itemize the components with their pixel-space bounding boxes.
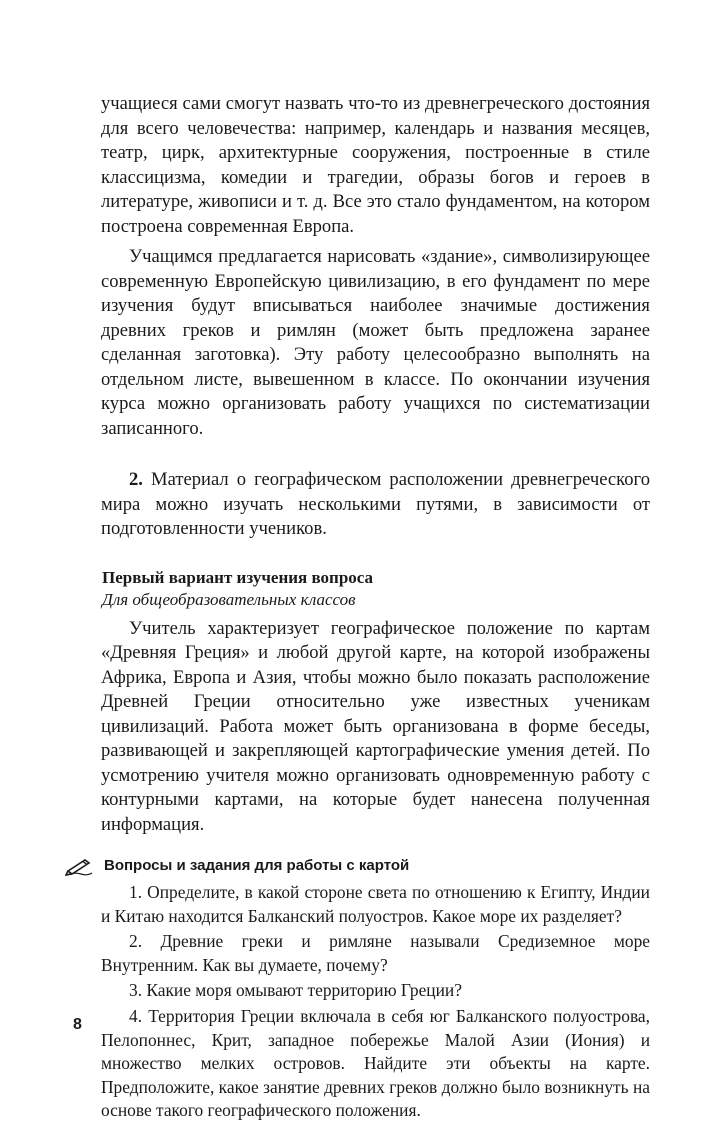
- pencil-icon: [65, 856, 93, 876]
- paragraph-geography-text: Материал о географическом расположении древнегреческого мира можно изучать несколькими путями, в зависимости от подготовленности учеников.: [101, 469, 651, 539]
- task-item: 2. Древние греки и римляне называли Средиземное море Внутренним. Как вы думаете, почему?: [101, 931, 650, 975]
- tasks-header: [101, 855, 650, 877]
- paragraph-building-task: Учащимся предлагается нарисовать «здание», символизирующее современную Европейскую цивилизацию, в его фундамент по мере изучения будут вписываться наиболее значимые достижения древних греков и римлян (может быть предложена заранее сделанная заготовка). Эту работу целесообразно выполнять на отдельном листе, вывешенном в классе. По окончании изучения курса можно организовать работу учащихся по систематизации записанного.: [101, 246, 650, 439]
- task-item: 3. Какие моря омывают территорию Греции?: [129, 980, 462, 1001]
- page-body: [101, 92, 650, 1123]
- tasks-header-text: Вопросы и задания для работы с картой: [104, 857, 410, 874]
- section-subheading: Для общеобразовательных классов: [102, 589, 356, 609]
- task-item: 4. Территория Греции включала в себя юг Балканского полуострова, Пелопоннес, Крит, западное побережье Малой Азии (Иония) и множество мелких островов. Найдите эти объекты на карте. Предположите, какое занятие древних греков должно было возникнуть на основе такого географического положения.: [101, 1005, 650, 1121]
- task-item: 1. Определите, в какой стороне света по отношению к Египту, Индии и Китаю находится Балканский полуостров. Какое море их разделяет?: [101, 882, 650, 926]
- paragraph-intro: учащиеся сами смогут назвать что-то из древнегреческого достояния для всего человечества: например, календарь и названия месяцев, театр, цирк, архитектурные сооружения, построенные в стиле классицизма, комедии и трагедии, образы богов и героев в литературе, живописи и т. д. Все это стало фундаментом, на котором построена современная Европа.: [101, 93, 650, 237]
- tasks-list: [101, 881, 650, 1123]
- section-heading: Первый вариант изучения вопроса: [102, 567, 374, 587]
- item-number: 2.: [129, 469, 143, 490]
- paragraph-teacher: Учитель характеризует географическое положение по картам «Древняя Греция» и любой другой карте, на которой изображены Африка, Европа и Азия, чтобы можно было показать расположение Древней Греции относительно уже известных ученикам цивилизаций. Работа может быть организована в форме беседы, развивающей и закрепляющей картографические умения детей. По усмотрению учителя можно организовать одновременную работу с контурными картами, на которые будет нанесена полученная информация.: [101, 617, 650, 835]
- paragraph-geography: [101, 468, 650, 542]
- page-number: 8: [73, 1016, 82, 1033]
